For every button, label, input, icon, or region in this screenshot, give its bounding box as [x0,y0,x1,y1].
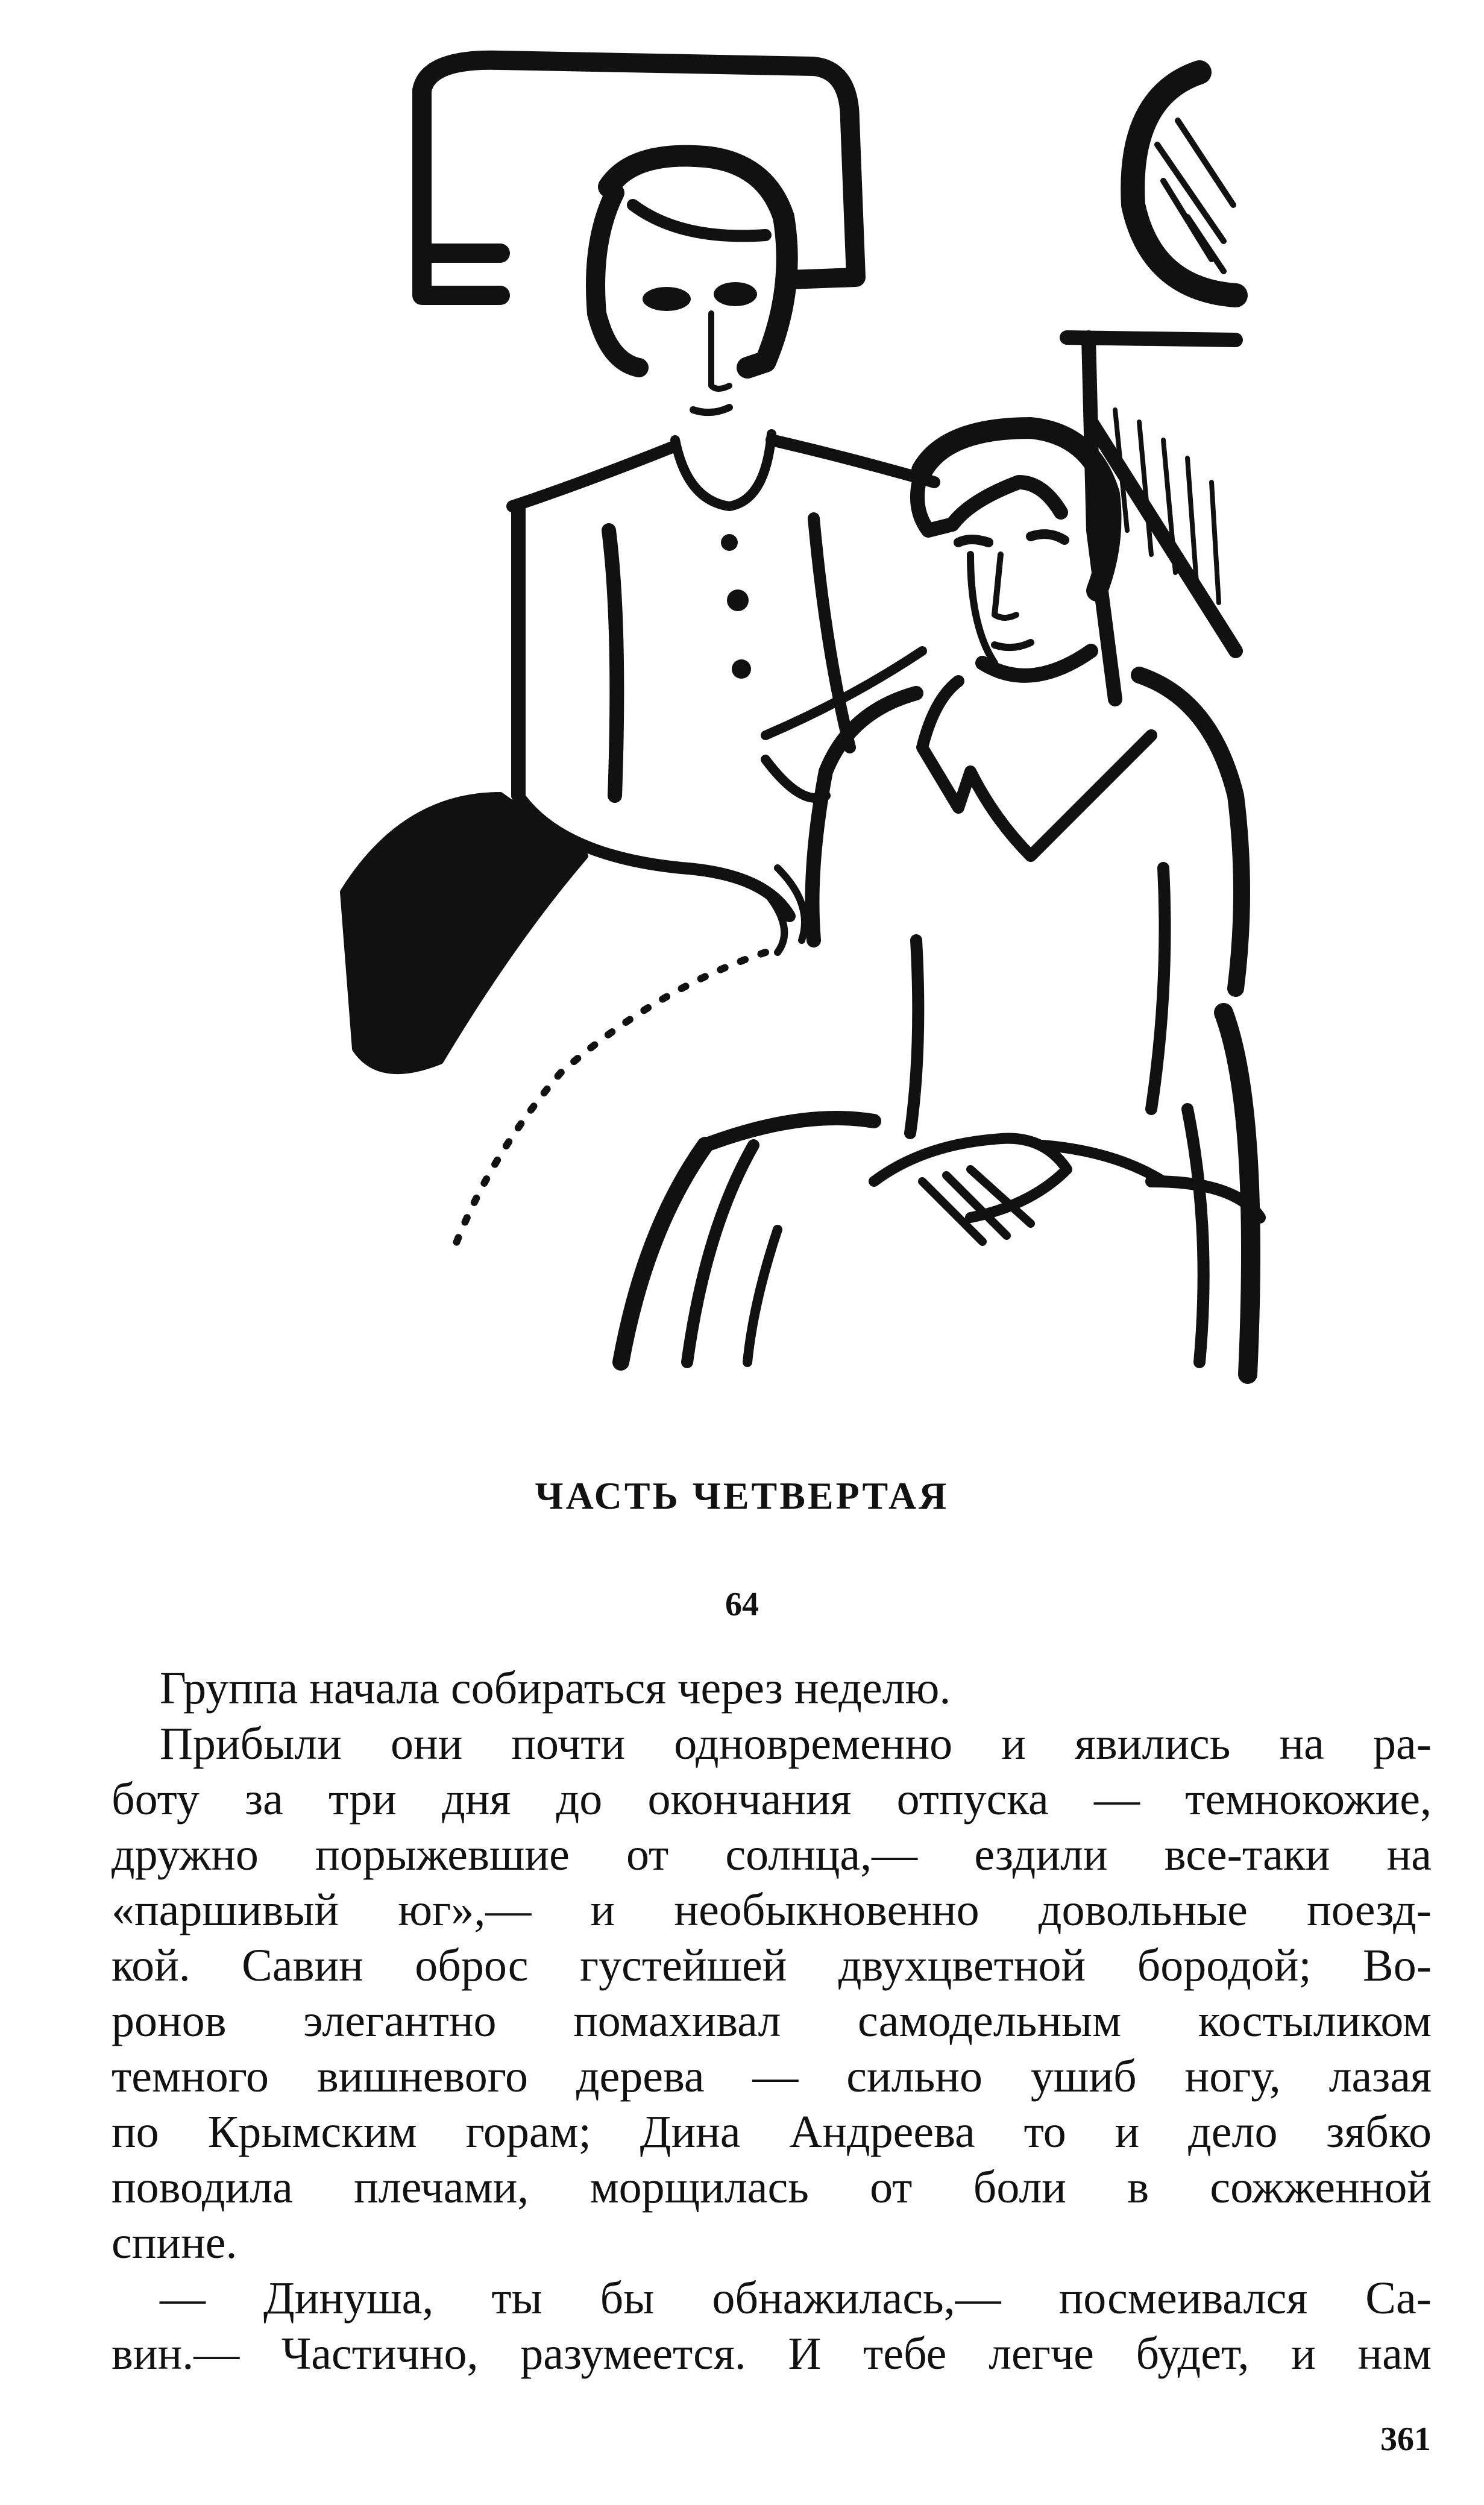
text-line: «паршивый юг»,— и необыкновенно довольные поезд- [112,1885,1432,1935]
body-text [112,1661,1432,2381]
text-line: темного вишневого дерева — сильно ушиб ногу, лазая [112,2051,1432,2102]
text-line: ронов элегантно помахивал самодельным костыликом [112,1996,1432,2046]
chapter-number: 64 [725,1586,759,1623]
text-line: боту за три дня до окончания отпуска — темнокожие, [112,1774,1432,1825]
text-line: Прибыли они почти одновременно и явились на ра- [160,1718,1432,1769]
page-number: 361 [1380,2421,1431,2458]
text-line: вин.— Частично, разумеется. И тебе легче будет, и нам [112,2328,1432,2379]
text-line: по Крымским горам; Дина Андреева то и дело зябко [112,2107,1432,2157]
text-line: кой. Савин оброс густейшей двухцветной бородой; Во- [112,1940,1432,1991]
text-line: поводила плечами, морщилась от боли в сожженной [112,2162,1432,2213]
illustration [199,24,1284,1435]
text-line: спине. [112,2217,237,2268]
text-line: дружно порыжевшие от солнца,— ездили все-таки на [112,1829,1432,1880]
part-title: ЧАСТЬ ЧЕТВЕРТАЯ [535,1474,949,1517]
text-line: — Динуша, ты бы обнажилась,— посмеивался Са- [160,2273,1432,2324]
text-line: Группа начала собираться через неделю. [160,1663,951,1714]
ink-drawing-icon [199,24,1284,1435]
